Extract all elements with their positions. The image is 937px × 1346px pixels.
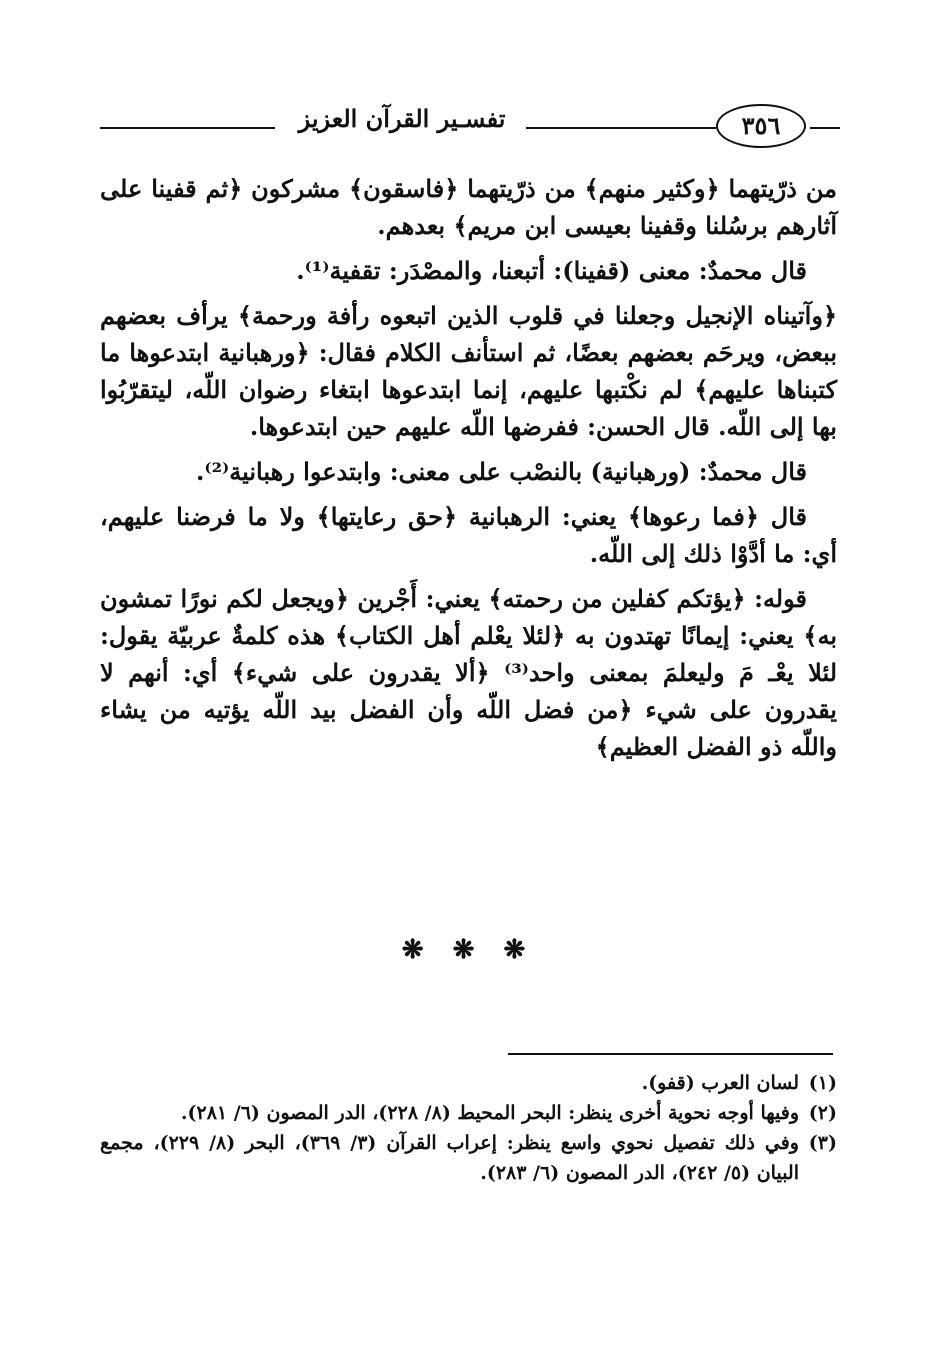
footnote-number: (٣) bbox=[808, 1132, 837, 1154]
section-separator: ❋ ❋ ❋ bbox=[401, 935, 536, 965]
paragraph: قال ﴿فما رعوها﴾ يعني: الرهبانية ﴿حق رعايتها﴾ ولا ما فرضنا عليهم، أي: ما أدَّوْا ذلك إلى اللّه. bbox=[100, 502, 837, 568]
paragraph: قال محمدٌ: معنى (قفينا): أتبعنا، والمصْدَر: تقفية⁽¹⁾. bbox=[296, 256, 807, 285]
paragraph: ﴿وآتيناه الإنجيل وجعلنا في قلوب الذين اتبعوه رأفة ورحمة﴾ يرأف بعضهم ببعض، ويرحَم بعضهم بعضًا، ثم استأنف الكلام فقال: ﴿ورهبانية ابتدعوها ما كتبناها عليهم﴾ لم نكْتبها عليهم، إنما ابتدعوها ابتغاء رضوان اللّه، ليتقرّبُوا بها إلى اللّه. قال الحسن: ففرضها اللّه عليهم حين ابتدعوها. bbox=[100, 301, 837, 441]
footnotes bbox=[100, 1068, 837, 1188]
footnote bbox=[100, 1068, 837, 1098]
footnote-text: لسان العرب (قفو). bbox=[641, 1072, 799, 1094]
footnote-text: وفي ذلك تفصيل نحوي واسع ينظر: إعراب القرآن (٣/ ٣٦٩)، البحر (٨/ ٢٢٩)، مجمع البيان (٥/ ٢٤٢)، الدر المصون (٦/ ٢٨٣). bbox=[100, 1132, 799, 1184]
footnote-number: (١) bbox=[808, 1072, 837, 1094]
header-rule-middle bbox=[526, 127, 716, 129]
footnote-number: (٢) bbox=[808, 1102, 837, 1124]
paragraph: قوله: ﴿يؤتكم كفلين من رحمته﴾ يعني: أَجْرين ﴿ويجعل لكم نورًا تمشون به﴾ يعني: إيمانًا تهتدون به ﴿لئلا يعْلم أهل الكتاب﴾ هذه كلمةٌ عربيّة يقول: لئلا يعْـ مَ وليعلمَ بمعنى واحد⁽³⁾ ﴿ألا يقدرون على شيء﴾ أي: أنهم لا يقدرون على شيء ﴿من فضل اللّه وأن الفضل بيد اللّه يؤتيه من يشاء واللّه ذو الفضل العظيم﴾ bbox=[100, 584, 838, 761]
paragraph: من ذرّيتهما ﴿وكثير منهم﴾ من ذرّيتهما ﴿فاسقون﴾ مشركون ﴿ثم قفينا على آثارهم برسُلنا وقفينا بعيسى ابن مريم﴾ بعدهم. bbox=[100, 174, 837, 240]
book-title: تفسـير القرآن العزيز bbox=[298, 104, 506, 133]
footnote-text: وفيها أوجه نحوية أخرى ينظر: البحر المحيط (٨/ ٢٢٨)، الدر المصون (٦/ ٢٨١). bbox=[180, 1102, 799, 1124]
footnote bbox=[100, 1098, 837, 1128]
footnote bbox=[100, 1128, 837, 1188]
page-number: ٣٥٦ bbox=[716, 104, 806, 148]
page-header bbox=[100, 92, 840, 152]
paragraph: قال محمدٌ: (ورهبانية) بالنصْب على معنى: وابتدعوا رهبانية⁽²⁾. bbox=[196, 457, 807, 486]
header-rule-right bbox=[810, 127, 840, 129]
main-text bbox=[100, 170, 837, 773]
footnote-divider bbox=[508, 1053, 833, 1055]
header-rule-left bbox=[100, 127, 275, 129]
